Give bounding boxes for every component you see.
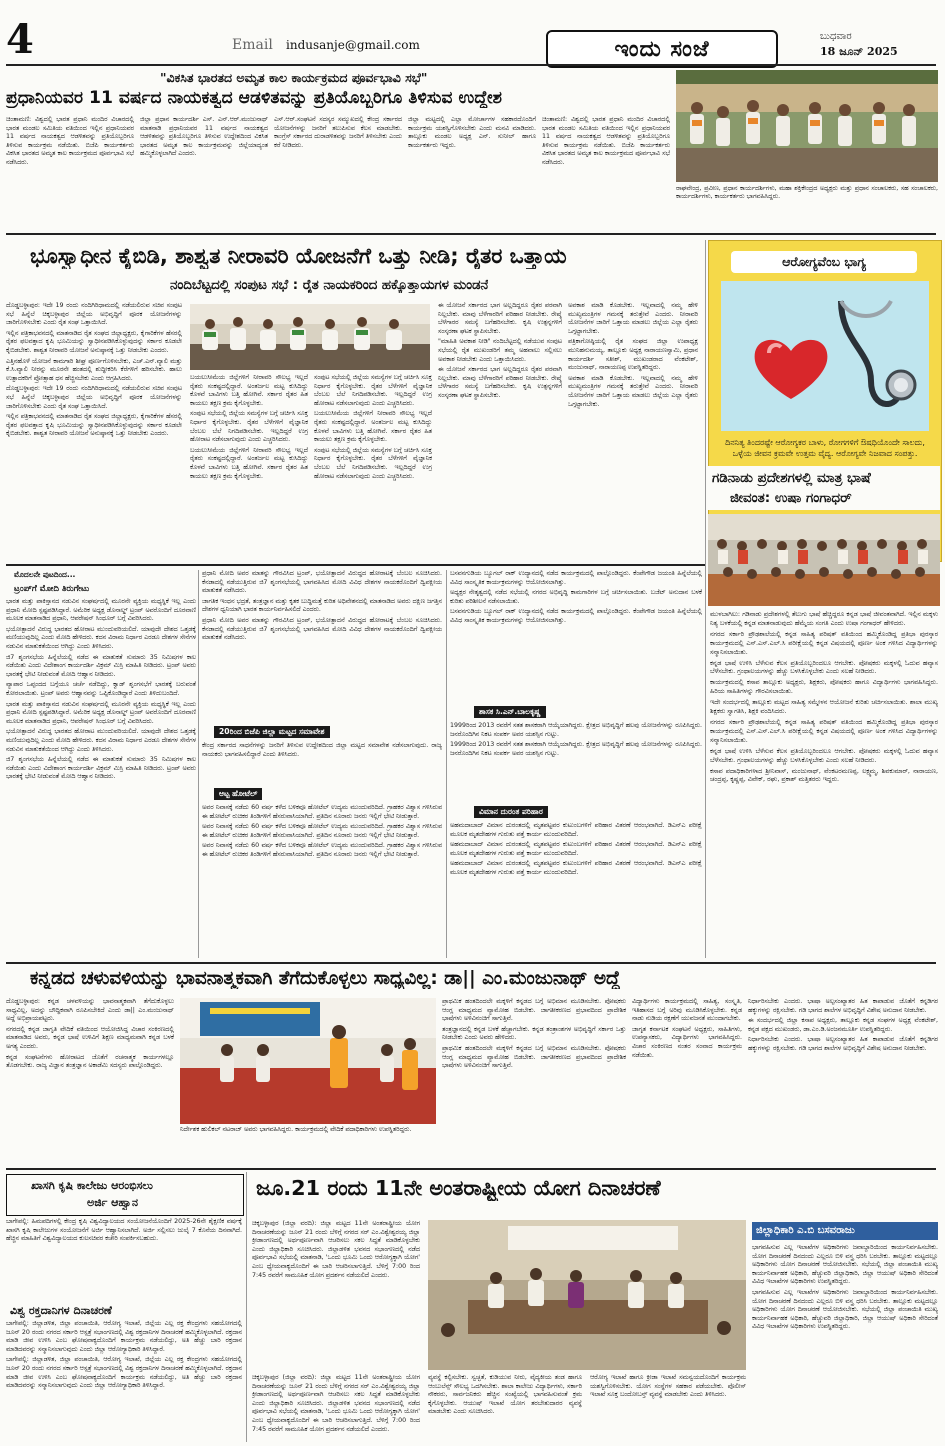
story4-para: ಜಾಗತಿಕ ಇಂಧನ ಭದ್ರತೆ, ತಂತ್ರಜ್ಞಾನ ಮತ್ತು ಕೃತಕ ಬುದ್ಧಿಮತ್ತೆ ಕುರಿತ ಅಧಿವೇಶನದಲ್ಲಿ ಮಾತನಾಡಿದ ಅವರು ದಕ್ಷಿಣ ಜಗತ್ತಿನ ದೇಶಗಳ ಧ್ವನಿಯಾಗಿ ಭಾರತ ಕಾರ್ಯನಿರ್ವಹಿಸಲಿದೆ ಎಂದರು. xyxy=(202,597,442,614)
story2-para: ಈ ಯೋಜನೆ ಸರ್ಕಾರದ ಭಾಗ ಅಲ್ಲದಿದ್ದರೂ ರೈತರ ಪರವಾಗಿ ನಿಲ್ಲಬೇಕು. ಮಾವು ಬೆಳೆಗಾರರಿಗೆ ಪರಿಹಾರ ನೀಡಬೇಕು. ರೇಷ್ಮೆ ಬೆಳೆಗಾರರ ಸಮಸ್ಯೆ ಬಗೆಹರಿಸಬೇಕು. ಕೃಷಿ ಉತ್ಪನ್ನಗಳಿಗೆ ಸಂಸ್ಕರಣಾ ಘಟಕ ಸ್ಥಾಪಿಸಬೇಕು. xyxy=(438,366,562,399)
story3-para: ಕಾರ್ಯಕ್ರಮದಲ್ಲಿ ಕಸಾಪ ತಾಲ್ಲೂಕು ಅಧ್ಯಕ್ಷರು, ಶಿಕ್ಷಕರು, ಪೋಷಕರು ಹಾಗೂ ವಿದ್ಯಾರ್ಥಿಗಳು ಭಾಗವಹಿಸಿದ್ದರು. ಹಿರಿಯ ಸಾಹಿತಿಗಳನ್ನು ಗೌರವಿಸಲಾಯಿತು. xyxy=(710,678,938,696)
story4-para: ಪ್ರಧಾನಿ ಮೋದಿ ಅವರ ಮಾತನ್ನು ಗೌರವಿಸಿದ ಟ್ರಂಪ್, ಭಯೋತ್ಪಾದನೆ ವಿರುದ್ಧದ ಹೋರಾಟಕ್ಕೆ ಬೆಂಬಲ ಸೂಚಿಸಿದರು. ಕೆನಡಾದಲ್ಲಿ ನಡೆಯುತ್ತಿರುವ ಜಿ7 ಶೃಂಗಸಭೆಯಲ್ಲಿ ಭಾಗವಹಿಸಿದ ಮೋದಿ ವಿವಿಧ ದೇಶಗಳ ನಾಯಕರೊಂದಿಗೆ ದ್ವಿಪಕ್ಷೀಯ ಮಾತುಕತೆ ನಡೆಸಿದರು. xyxy=(202,570,442,595)
story7-headline: ವಿಶ್ವ ರಕ್ತದಾನಿಗಳ ದಿನಾಚರಣೆ xyxy=(10,1304,112,1317)
story5-para: ಪ್ರಾಥಮಿಕ ಹಂತದಿಂದಲೇ ಮಕ್ಕಳಿಗೆ ಕನ್ನಡದ ಬಗ್ಗೆ ಅಭಿಮಾನ ಮೂಡಿಸಬೇಕು. ಪೋಷಕರು ಆಂಗ್ಲ ಮಾಧ್ಯಮದ ವ್ಯಾಮೋಹ ಬಿಡಬೇಕು. ಜಾಗತೀಕರಣದ ಪ್ರಭಾವದಿಂದ ಪ್ರಾದೇಶಿಕ ಭಾಷೆಗಳು ಅಳಿವಿನಂಚಿಗೆ ಸಾಗುತ್ತಿವೆ. xyxy=(442,1044,626,1070)
story1-para: ಎಸ್.ಆರ್.ಸಂಘಟನೆ ಸದಸ್ಯರ ಸಮ್ಮುಖದಲ್ಲಿ ಕೇಂದ್ರ ಸರ್ಕಾರದ ಯೋಜನೆಗಳನ್ನು ಜನರಿಗೆ ತಲುಪಿಸುವ ಕೆಲಸ ಮಾಡಬೇಕು. ಕಾಂಗ್ರೆಸ್ ಸರ್ಕಾರದ ದುರಾಡಳಿತವನ್ನು ಜನರಿಗೆ ತಿಳಿಸಬೇಕು ಎಂದು ಕರೆ ನೀಡಿದರು. xyxy=(274,116,402,149)
story2-col2 xyxy=(190,374,308,560)
story4-rally-body: ಕೇಂದ್ರ ಸರ್ಕಾರದ ಸಾಧನೆಗಳನ್ನು ಜನರಿಗೆ ತಿಳಿಸುವ ಉದ್ದೇಶದಿಂದ ಜಿಲ್ಲಾ ಮಟ್ಟದ ಸಮಾವೇಶ ನಡೆಸಲಾಗುವುದು. ರಾಜ್ಯ ನಾಯಕರು ಭಾಗವಹಿಸಲಿದ್ದಾರೆ ಎಂದು ತಿಳಿಸಿದರು. xyxy=(202,742,442,758)
email-label: Email xyxy=(232,37,273,53)
story3-para: ನಗರದ ಸರ್ಕಾರಿ ಪ್ರೌಢಶಾಲೆಯಲ್ಲಿ ಕನ್ನಡ ಸಾಹಿತ್ಯ ಪರಿಷತ್ ವತಿಯಿಂದ ಹಮ್ಮಿಕೊಂಡಿದ್ದ ಪ್ರತಿಭಾ ಪುರಸ್ಕಾರ ಕಾರ್ಯಕ್ರಮದಲ್ಲಿ ಎಸ್.ಎಸ್.ಎಲ್.ಸಿ ಪರೀಕ್ಷೆಯಲ್ಲಿ ಕನ್ನಡ ವಿಷಯದಲ್ಲಿ ಪೂರ್ಣ ಅಂಕ ಗಳಿಸಿದ ವಿದ್ಯಾರ್ಥಿಗಳನ್ನು ಸನ್ಮಾನಿಸಲಾಯಿತು. xyxy=(710,717,938,744)
story8-para: ಆರೋಗ್ಯ ಇಲಾಖೆ ಹಾಗೂ ಕ್ರೀಡಾ ಇಲಾಖೆ ಸಮನ್ವಯದೊಂದಿಗೆ ಕಾರ್ಯಕ್ರಮ ಯಶಸ್ವಿಗೊಳಿಸಬೇಕು. ಯೋಗ ಸಂಸ್ಥೆಗಳ ಸಹಕಾರ ಪಡೆಯಬೇಕು. ಪೊಲೀಸ್ ಇಲಾಖೆ ಸೂಕ್ತ ಬಂದೋಬಸ್ತ್ ವ್ಯವಸ್ಥೆ ಮಾಡಬೇಕು ಎಂದು ತಿಳಿಸಿದರು. xyxy=(590,1374,746,1399)
masthead-logo xyxy=(546,30,778,68)
story5-para: ಪ್ರಾಥಮಿಕ ಹಂತದಿಂದಲೇ ಮಕ್ಕಳಿಗೆ ಕನ್ನಡದ ಬಗ್ಗೆ ಅಭಿಮಾನ ಮೂಡಿಸಬೇಕು. ಪೋಷಕರು ಆಂಗ್ಲ ಮಾಧ್ಯಮದ ವ್ಯಾಮೋಹ ಬಿಡಬೇಕು. ಜಾಗತೀಕರಣದ ಪ್ರಭಾವದಿಂದ ಪ್ರಾದೇಶಿಕ ಭಾಷೆಗಳು ಅಳಿವಿನಂಚಿಗೆ ಸಾಗುತ್ತಿವೆ. xyxy=(442,998,626,1023)
story6-headline-line1: ಖಾಸಗಿ ಕೃಷಿ ಕಾಲೇಜು ಆರಂಭಿಸಲು xyxy=(31,1179,153,1192)
story1-para: ಜಿಲ್ಲಾ ಮಟ್ಟದಲ್ಲಿ ಎಲ್ಲಾ ಮೋರ್ಚಾಗಳ ಸಹಕಾರದೊಂದಿಗೆ ಕಾರ್ಯಕ್ರಮ ಯಶಸ್ವಿಗೊಳಿಸಬೇಕು ಎಂದು ಮನವಿ ಮಾಡಿದರು. ತಾಲ್ಲೂಕು ಮಂಡಲ ಅಧ್ಯಕ್ಷ ಎನ್. ಸುನೀಲ್ ಹಾಗೂ ಕಾರ್ಯಕರ್ತರು ಇದ್ದರು. xyxy=(408,116,536,149)
story5-photo xyxy=(180,998,436,1124)
story1-para: ಚಿಂತಾಮಣಿ: ವಿಶ್ವದಲ್ಲಿ ಭಾರತ ಪ್ರಧಾನಿ ಮಂದಿರ ವಿಚಾರದಲ್ಲಿ ಭಾರತ ಮಂಡಲ ಸಮಿತಿಯ ವತಿಯಿಂದ ಇಲ್ಲಿನ ಪ್ರಧಾನಿಯವರ 11 ವರ್ಷದ ನಾಯಕತ್ವದ ಆಡಳಿತವನ್ನು ಪ್ರತಿಯೊಬ್ಬರಿಗೂ ತಿಳಿಸುವ ಕಾರ್ಯಕ್ರಮ ನಡೆಯಿತು. ಬಿಜೆಪಿ ಕಾರ್ಯಕರ್ತರು ವಿಕಸಿತ ಭಾರತದ ಅಮೃತ ಕಾಲ ಕಾರ್ಯಕ್ರಮದ ಪೂರ್ವಭಾವಿ ಸಭೆ ನಡೆಸಿದರು. xyxy=(6,116,134,166)
story8-para: ಭಾಗವಹಿಸುವ ಎಲ್ಲ ಇಲಾಖೆಗಳ ಅಧಿಕಾರಿಗಳು ಜವಾಬ್ದಾರಿಯಿಂದ ಕಾರ್ಯನಿರ್ವಹಿಸಬೇಕು. ಯೋಗ ದಿನಾಚರಣೆ ದಿನದಂದು ಎಲ್ಲರೂ ಬಿಳಿ ವಸ್ತ್ರ ಧರಿಸಿ ಬರಬೇಕು. ತಾಲ್ಲೂಕು ಮಟ್ಟದಲ್ಲೂ ಅಧಿಕಾರಿಗಳು ಯೋಗ ದಿನಾಚರಣೆ ಆಯೋಜಿಸಬೇಕು. ಸಭೆಯಲ್ಲಿ ಜಿಲ್ಲಾ ಪಂಚಾಯಿತಿ ಮುಖ್ಯ ಕಾರ್ಯನಿರ್ವಾಹಕ ಅಧಿಕಾರಿ, ಹೆಚ್ಚುವರಿ ಜಿಲ್ಲಾಧಿಕಾರಿ, ಜಿಲ್ಲಾ ಆಯುಷ್ ಅಧಿಕಾರಿ ಸೇರಿದಂತೆ ವಿವಿಧ ಇಲಾಖೆಗಳ ಅಧಿಕಾರಿಗಳು ಉಪಸ್ಥಿತರಿದ್ದರು. xyxy=(752,1244,938,1286)
story8-para: ಚಿಕ್ಕಬಳ್ಳಾಪುರ (ಜಿಲ್ಲಾ ವರದಿ): ಜಿಲ್ಲಾ ಮಟ್ಟದ 11ನೇ ಅಂತರಾಷ್ಟ್ರೀಯ ಯೋಗ ದಿನಾಚರಣೆಯನ್ನು ಜೂನ್ 21 ರಂದು ಬೆಳಿಗ್ಗೆ ನಗರದ ಸರ್ ಎಂ.ವಿಶ್ವೇಶ್ವರಯ್ಯ ಜಿಲ್ಲಾ ಕ್ರೀಡಾಂಗಣದಲ್ಲಿ ಅರ್ಥಪೂರ್ಣವಾಗಿ ಆಚರಿಸಲು ಸಕಲ ಸಿದ್ಧತೆ ಮಾಡಿಕೊಳ್ಳಬೇಕು ಎಂದು ಜಿಲ್ಲಾಧಿಕಾರಿ ಸೂಚಿಸಿದರು. ಜಿಲ್ಲಾಡಳಿತ ಭವನದ ಸಭಾಂಗಣದಲ್ಲಿ ನಡೆದ ಪೂರ್ವಭಾವಿ ಸಭೆಯಲ್ಲಿ ಮಾತನಾಡಿ, 'ಒಂದು ಭೂಮಿ ಒಂದು ಆರೋಗ್ಯಕ್ಕಾಗಿ ಯೋಗ' ಎಂಬ ಧ್ಯೇಯವಾಕ್ಯದೊಂದಿಗೆ ಈ ಬಾರಿ ಆಚರಿಸಲಾಗುತ್ತಿದೆ. ಬೆಳಿಗ್ಗೆ 7:00 ರಿಂದ 7:45 ರವರೆಗೆ ಸಾಮೂಹಿಕ ಯೋಗ ಪ್ರದರ್ಶನ ನಡೆಯಲಿದೆ ಎಂದರು. xyxy=(252,1220,420,1279)
story5-para: ನಿರ್ಧಾರಿಸಬೇಕು ಎಂದರು. ಭಾಷಾ ಅಲ್ಪಸಂಖ್ಯಾತರ ಹಿತ ಕಾಪಾಡುವ ಜೊತೆಗೆ ಕನ್ನಡಿಗರ ಹಕ್ಕುಗಳನ್ನು ರಕ್ಷಿಸಬೇಕು. ಗಡಿ ಭಾಗದ ಶಾಲೆಗಳ ಅಭಿವೃದ್ಧಿಗೆ ವಿಶೇಷ ಅನುದಾನ ನೀಡಬೇಕು. xyxy=(748,1036,938,1052)
story4-para: ಅವರ ನಿವಾಸಕ್ಕೆ ನಡೆದು 60 ವರ್ಷ ಕಳೆದ ಬಳಿಕವೂ ಹೋಟೆಲ್ ಉದ್ಯಮ ಮುಂದುವರಿದಿದೆ. ಗ್ರಾಹಕರ ವಿಶ್ವಾಸ ಗಳಿಸಿರುವ ಈ ಹೋಟೆಲ್ ರುಚಿಕರ ತಿಂಡಿಗಳಿಗೆ ಹೆಸರುವಾಸಿಯಾಗಿದೆ. ಪ್ರತಿದಿನ ನೂರಾರು ಜನರು ಇಲ್ಲಿಗೆ ಭೇಟಿ ನೀಡುತ್ತಾರೆ. xyxy=(202,842,442,858)
story2-headline: ಭೂಸ್ವಾಧೀನ ಕೈಬಿಡಿ, ಶಾಶ್ವತ ನೀರಾವರಿ ಯೋಜನೆಗೆ ಒತ್ತು ನೀಡಿ; ರೈತರ ಒತ್ತಾಯ xyxy=(30,244,567,268)
masthead-rule xyxy=(6,64,936,66)
story2-subhead: ನಂದಿಬೆಟ್ಟದಲ್ಲಿ ಸಂಪುಟ ಸಭೆ : ರೈತ ನಾಯಕರಿಂದ ಹಕ್ಕೊತ್ತಾಯಗಳ ಮಂಡನೆ xyxy=(170,278,489,293)
divider xyxy=(6,564,706,566)
story4-label-crash: ವಿಮಾನ ದುರಂತ ಪರಿಹಾರ xyxy=(474,806,548,818)
story1-para: ಜಿಲ್ಲಾ ಪ್ರಧಾನ ಕಾರ್ಯದರ್ಶಿ ಎಸ್. ಎನ್.ಆರ್.ಮಂಜುನಾಥ್ ಮಾತನಾಡಿ ಪ್ರಧಾನಿಯವರ 11 ವರ್ಷದ ನಾಯಕತ್ವದ ಆಡಳಿತವನ್ನು ಪ್ರತಿಯೊಬ್ಬರಿಗೂ ತಿಳಿಸುವ ಉದ್ದೇಶದಿಂದ ವಿಕಸಿತ ಭಾರತದ ಅಮೃತ ಕಾಲ ಕಾರ್ಯಕ್ರಮವನ್ನು ಜಿಲ್ಲೆಯಾದ್ಯಂತ ಹಮ್ಮಿಕೊಳ್ಳಲಾಗಿದೆ ಎಂದರು. xyxy=(140,116,268,158)
story4-subhead: ಟ್ರಂಪ್‌ಗೆ ಮೋದಿ ತಿರುಗೇಟು xyxy=(14,584,90,594)
story4-continued-label: ಮೊದಲನೇ ಪುಟದಿಂದ... xyxy=(14,570,76,579)
story3-headline-line1: ಗಡಿನಾಡು ಪ್ರದೇಶಗಳಲ್ಲಿ ಮಾತ್ರ ಭಾಷೆ xyxy=(712,470,871,486)
story5-para: ವಿದ್ಯಾರ್ಥಿಗಳು ಕಾರ್ಯಕ್ರಮದಲ್ಲಿ ಸಾಹಿತ್ಯ, ಸಂಸ್ಕೃತಿ, ಇತಿಹಾಸದ ಬಗ್ಗೆ ಅರಿವು ಮೂಡಿಸಿಕೊಳ್ಳಬೇಕು. ಕನ್ನಡ ನಾಡು ನುಡಿಯ ರಕ್ಷಣೆಗೆ ಯುವಜನತೆ ಮುಂದಾಗಬೇಕು. xyxy=(632,998,742,1023)
story2-para: ಬಯಲುಸೀಮೆಯ ಜಿಲ್ಲೆಗಳಿಗೆ ನೀರಾವರಿ ಸೌಲಭ್ಯ ಇಲ್ಲದೆ ರೈತರು ಸಂಕಷ್ಟದಲ್ಲಿದ್ದಾರೆ. ಅಂತರ್ಜಲ ಮಟ್ಟ ಕುಸಿದಿದ್ದು ಕೊಳವೆ ಬಾವಿಗಳು ಬತ್ತಿ ಹೋಗಿವೆ. ಸರ್ಕಾರ ರೈತರ ಹಿತ ಕಾಯಲು ತಕ್ಷಣ ಕ್ರಮ ಕೈಗೊಳ್ಳಬೇಕು. xyxy=(190,446,308,480)
column-rule xyxy=(446,570,447,958)
story5-para: ಈ ಸಂದರ್ಭದಲ್ಲಿ ಜಿಲ್ಲಾ ಕಸಾಪ ಅಧ್ಯಕ್ಷರು, ತಾಲ್ಲೂಕು ಕನ್ನಡ ಸಂಘಗಳ ಅಧ್ಯಕ್ಷ ವೆಂಕಟೇಶ್, ಕನ್ನಡ ಪಕ್ಷದ ಮುಖಂಡರು, ಡಾ.ಎಂ.ಡಿ.ಅಂಜನಮೂರ್ತಿ ಉಪಸ್ಥಿತರಿದ್ದರು. xyxy=(748,1017,938,1033)
story2-col5 xyxy=(568,302,698,560)
story5-col1 xyxy=(6,998,174,1164)
story4-para: ಜಿ7 ಶೃಂಗಸಭೆಯ ಹಿನ್ನೆಲೆಯಲ್ಲಿ ನಡೆದ ಈ ಮಾತುಕತೆ ಸುಮಾರು 35 ನಿಮಿಷಗಳ ಕಾಲ ನಡೆಯಿತು ಎಂದು ವಿದೇಶಾಂಗ ಕಾರ್ಯದರ್ಶಿ ವಿಕ್ರಮ್ ಮಿಸ್ರಿ ಮಾಹಿತಿ ನೀಡಿದರು. ಟ್ರಂಪ್ ಅವರು ಭಾರತಕ್ಕೆ ಭೇಟಿ ನೀಡುವಂತೆ ಮೋದಿ ಆಹ್ವಾನ ನೀಡಿದರು. xyxy=(6,756,196,781)
story2-para: ಸಂಪುಟ ಸಭೆಯಲ್ಲಿ ಜಿಲ್ಲೆಯ ಸಮಸ್ಯೆಗಳ ಬಗ್ಗೆ ಚರ್ಚಿಸಿ ಸೂಕ್ತ ನಿರ್ಧಾರ ಕೈಗೊಳ್ಳಬೇಕು. ರೈತರ ಬೆಳೆಗಳಿಗೆ ವೈಜ್ಞಾನಿಕ ಬೆಂಬಲ ಬೆಲೆ ನಿಗದಿಪಡಿಸಬೇಕು. ಇಲ್ಲದಿದ್ದರೆ ಉಗ್ರ ಹೋರಾಟ ನಡೆಸಲಾಗುವುದು ಎಂದು ಎಚ್ಚರಿಸಿದರು. xyxy=(190,410,308,444)
story4-col2 xyxy=(202,570,442,720)
story4-col1 xyxy=(6,598,196,958)
story4-para: ಬಸವನಗುಡಿಯ ಬ್ಯೂಗಲ್ ರಾಕ್ ಉದ್ಯಾನದಲ್ಲಿ ನಡೆದ ಕಾರ್ಯಕ್ರಮದಲ್ಲಿ ಪಾಲ್ಗೊಂಡಿದ್ದರು. ಕೆಂಪೇಗೌಡ ಜಯಂತಿ ಹಿನ್ನೆಲೆಯಲ್ಲಿ ವಿವಿಧ ಸಾಂಸ್ಕೃತಿಕ ಕಾರ್ಯಕ್ರಮಗಳನ್ನು ಆಯೋಜಿಸಲಾಗಿತ್ತು. xyxy=(450,608,702,624)
story1-kicker: "ವಿಕಸಿತ ಭಾರತದ ಅಮೃತ ಕಾಲ ಕಾರ್ಯಕ್ರಮದ ಪೂರ್ವಭಾವಿ ಸಭೆ" xyxy=(160,70,428,85)
story2-para: ಸಂಪುಟ ಸಭೆಯಲ್ಲಿ ಜಿಲ್ಲೆಯ ಸಮಸ್ಯೆಗಳ ಬಗ್ಗೆ ಚರ್ಚಿಸಿ ಸೂಕ್ತ ನಿರ್ಧಾರ ಕೈಗೊಳ್ಳಬೇಕು. ರೈತರ ಬೆಳೆಗಳಿಗೆ ವೈಜ್ಞಾನಿಕ ಬೆಂಬಲ ಬೆಲೆ ನಿಗದಿಪಡಿಸಬೇಕು. ಇಲ್ಲದಿದ್ದರೆ ಉಗ್ರ ಹೋರಾಟ ನಡೆಸಲಾಗುವುದು ಎಂದು ಎಚ್ಚರಿಸಿದರು. xyxy=(314,446,432,480)
story3-para: ನಗರದ ಸರ್ಕಾರಿ ಪ್ರೌಢಶಾಲೆಯಲ್ಲಿ ಕನ್ನಡ ಸಾಹಿತ್ಯ ಪರಿಷತ್ ವತಿಯಿಂದ ಹಮ್ಮಿಕೊಂಡಿದ್ದ ಪ್ರತಿಭಾ ಪುರಸ್ಕಾರ ಕಾರ್ಯಕ್ರಮದಲ್ಲಿ ಎಸ್.ಎಸ್.ಎಲ್.ಸಿ ಪರೀಕ್ಷೆಯಲ್ಲಿ ಕನ್ನಡ ವಿಷಯದಲ್ಲಿ ಪೂರ್ಣ ಅಂಕ ಗಳಿಸಿದ ವಿದ್ಯಾರ್ಥಿಗಳನ್ನು ಸನ್ಮಾನಿಸಲಾಯಿತು. xyxy=(710,629,938,656)
story8-col-right xyxy=(752,1244,938,1440)
story4-para: ಭಯೋತ್ಪಾದನೆ ವಿರುದ್ಧ ಭಾರತದ ಹೋರಾಟ ಮುಂದುವರಿಯಲಿದೆ. ಯಾವುದೇ ದೇಶದ ಒತ್ತಡಕ್ಕೆ ಮಣಿಯುವುದಿಲ್ಲ ಎಂದು ಮೋದಿ ಹೇಳಿದರು. ಕದನ ವಿರಾಮ ನಿರ್ಧಾರ ಎರಡೂ ದೇಶಗಳ ಸೇನೆಗಳ ನಡುವಿನ ಮಾತುಕತೆಯಿಂದ ಆಗಿದ್ದು ಎಂದು ತಿಳಿಸಿದರು. xyxy=(6,625,196,650)
story2-para: ಇಲ್ಲಿನ ಪತ್ರಿಕಾಭವನದಲ್ಲಿ ಮಾತನಾಡಿದ ರೈತ ಸಂಘದ ಜಿಲ್ಲಾಧ್ಯಕ್ಷರು, ಕೈಗಾರಿಕೆಗಳ ಹೆಸರಲ್ಲಿ ರೈತರ ಫಲವತ್ತಾದ ಕೃಷಿ ಭೂಮಿಯನ್ನು ಸ್ವಾಧೀನಪಡಿಸಿಕೊಳ್ಳುವುದನ್ನು ಸರ್ಕಾರ ಕೂಡಲೇ ಕೈಬಿಡಬೇಕು. ಶಾಶ್ವತ ನೀರಾವರಿ ಯೋಜನೆ ಅನುಷ್ಠಾನಕ್ಕೆ ಒತ್ತು ನೀಡಬೇಕು ಎಂದರು. xyxy=(6,329,182,354)
story5-para: ಜಾಗೃತ ಕರ್ನಾಟಕ ಸಂಘಟನೆ ಅಧ್ಯಕ್ಷರು, ಸಾಹಿತಿಗಳು, ಉಪನ್ಯಾಸಕರು, ವಿದ್ಯಾರ್ಥಿಗಳು ಭಾಗವಹಿಸಿದ್ದರು. ವಿಚಾರ ಸಂಕಿರಣದ ನಂತರ ಸಂವಾದ ಕಾರ್ಯಕ್ರಮ ನಡೆಯಿತು. xyxy=(632,1025,742,1059)
story2-para: ಬಯಲುಸೀಮೆಯ ಜಿಲ್ಲೆಗಳಿಗೆ ನೀರಾವರಿ ಸೌಲಭ್ಯ ಇಲ್ಲದೆ ರೈತರು ಸಂಕಷ್ಟದಲ್ಲಿದ್ದಾರೆ. ಅಂತರ್ಜಲ ಮಟ್ಟ ಕುಸಿದಿದ್ದು ಕೊಳವೆ ಬಾವಿಗಳು ಬತ್ತಿ ಹೋಗಿವೆ. ಸರ್ಕಾರ ರೈತರ ಹಿತ ಕಾಯಲು ತಕ್ಷಣ ಕ್ರಮ ಕೈಗೊಳ್ಳಬೇಕು. xyxy=(314,410,432,444)
stethoscope-heart-icon xyxy=(721,281,929,431)
story8-photo xyxy=(428,1220,746,1370)
story5-headline: ಕನ್ನಡದ ಚಳುವಳಿಯನ್ನು ಭಾವನಾತ್ಮಕವಾಗಿ ತೆಗೆದುಕೊಳ್ಳಲು ಸಾಧ್ಯವಿಲ್ಲ: ಡಾ|| ಎಂ.ಮಂಜುನಾಥ್ ಅದ್ದೆ xyxy=(30,968,621,989)
divider xyxy=(6,962,936,964)
story5-para: ನಿರ್ಧಾರಿಸಬೇಕು ಎಂದರು. ಭಾಷಾ ಅಲ್ಪಸಂಖ್ಯಾತರ ಹಿತ ಕಾಪಾಡುವ ಜೊತೆಗೆ ಕನ್ನಡಿಗರ ಹಕ್ಕುಗಳನ್ನು ರಕ್ಷಿಸಬೇಕು. ಗಡಿ ಭಾಗದ ಶಾಲೆಗಳ ಅಭಿವೃದ್ಧಿಗೆ ವಿಶೇಷ ಅನುದಾನ ನೀಡಬೇಕು. xyxy=(748,998,938,1014)
story3-para: ಇದೇ ಸಂದರ್ಭದಲ್ಲಿ ತಾಲ್ಲೂಕು ಮಟ್ಟದ ಸಾಹಿತ್ಯ ಸಮ್ಮೇಳನ ಆಯೋಜನೆ ಕುರಿತು ಚರ್ಚಿಸಲಾಯಿತು. ಶಾಲಾ ಮುಖ್ಯ ಶಿಕ್ಷಕರು ಸ್ವಾಗತಿಸಿ, ಶಿಕ್ಷಕಿ ವಂದಿಸಿದರು. xyxy=(710,698,938,716)
story4-para: ಅಹಮದಾಬಾದ್ ವಿಮಾನ ದುರಂತದಲ್ಲಿ ಮೃತಪಟ್ಟವರ ಕುಟುಂಬಗಳಿಗೆ ಪರಿಹಾರ ವಿತರಣೆ ಆರಂಭವಾಗಿದೆ. ಡಿಎನ್‌ಎ ಪರೀಕ್ಷೆ ಮೂಲಕ ಮೃತದೇಹಗಳ ಗುರುತು ಪತ್ತೆ ಕಾರ್ಯ ಮುಂದುವರಿದಿದೆ. xyxy=(450,822,702,838)
story4-para: ಅವರ ನಿವಾಸಕ್ಕೆ ನಡೆದು 60 ವರ್ಷ ಕಳೆದ ಬಳಿಕವೂ ಹೋಟೆಲ್ ಉದ್ಯಮ ಮುಂದುವರಿದಿದೆ. ಗ್ರಾಹಕರ ವಿಶ್ವಾಸ ಗಳಿಸಿರುವ ಈ ಹೋಟೆಲ್ ರುಚಿಕರ ತಿಂಡಿಗಳಿಗೆ ಹೆಸರುವಾಸಿಯಾಗಿದೆ. ಪ್ರತಿದಿನ ನೂರಾರು ಜನರು ಇಲ್ಲಿಗೆ ಭೇಟಿ ನೀಡುತ್ತಾರೆ. xyxy=(202,804,442,820)
story5-col4 xyxy=(748,998,938,1164)
story6-body: ಬಾಗೇಪಲ್ಲಿ: ಹಿಮಪದಿಗಳಲ್ಲಿ ಕೇಂದ್ರ ಕೃಷಿ ವಿಶ್ವವಿದ್ಯಾಲಯದ ಸಂಯೋಜನೆಯೊಂದಿಗೆ 2025-26ನೇ ಶೈಕ್ಷಣಿಕ ವರ್ಷಕ್ಕೆ ಖಾಸಗಿ ಕೃಷಿ ಕಾಲೇಜುಗಳ ಸಂಯೋಜನೆಗೆ ಅರ್ಜಿ ಆಹ್ವಾನಿಸಲಾಗಿದೆ. ಅರ್ಜಿ ಸಲ್ಲಿಸಲು ಜುಲೈ 7 ಕೊನೆಯ ದಿನವಾಗಿದೆ. ಹೆಚ್ಚಿನ ಮಾಹಿತಿಗೆ ವಿಶ್ವವಿದ್ಯಾಲಯದ ಕುಲಸಚಿವರ ಕಚೇರಿ ಸಂಪರ್ಕಿಸಬಹುದು. xyxy=(6,1218,242,1243)
column-rule xyxy=(198,570,199,958)
story4-para: ಭಾರತ ಮತ್ತು ಪಾಕಿಸ್ತಾನದ ನಡುವಿನ ಸಂಘರ್ಷದಲ್ಲಿ ಮೂರನೇ ವ್ಯಕ್ತಿಯ ಮಧ್ಯಸ್ಥಿಕೆ ಇಲ್ಲ ಎಂದು ಪ್ರಧಾನಿ ಮೋದಿ ಸ್ಪಷ್ಟಪಡಿಸಿದ್ದಾರೆ. ಅಮೆರಿಕ ಅಧ್ಯಕ್ಷ ಡೊನಾಲ್ಡ್ ಟ್ರಂಪ್ ಅವರೊಂದಿಗೆ ದೂರವಾಣಿ ಮೂಲಕ ಮಾತನಾಡಿದ ಪ್ರಧಾನಿ, ಆಪರೇಷನ್ ಸಿಂಧೂರ್ ಬಗ್ಗೆ ವಿವರಿಸಿದರು. xyxy=(6,700,196,725)
story3-body xyxy=(710,610,938,956)
story5-para: ನಗರದಲ್ಲಿ ಕನ್ನಡ ಜಾಗೃತಿ ವೇದಿಕೆ ವತಿಯಿಂದ ಆಯೋಜಿಸಿದ್ದ ವಿಚಾರ ಸಂಕಿರಣದಲ್ಲಿ ಮಾತನಾಡಿದ ಅವರು, ಕನ್ನಡ ಭಾಷೆ ಉಳಿವಿಗೆ ಶಿಕ್ಷಣ ಮಾಧ್ಯಮವಾಗಿ ಕನ್ನಡ ಬಳಕೆ ಅಗತ್ಯ ಎಂದರು. xyxy=(6,1025,174,1050)
story2-para: ಈ ಯೋಜನೆ ಸರ್ಕಾರದ ಭಾಗ ಅಲ್ಲದಿದ್ದರೂ ರೈತರ ಪರವಾಗಿ ನಿಲ್ಲಬೇಕು. ಮಾವು ಬೆಳೆಗಾರರಿಗೆ ಪರಿಹಾರ ನೀಡಬೇಕು. ರೇಷ್ಮೆ ಬೆಳೆಗಾರರ ಸಮಸ್ಯೆ ಬಗೆಹರಿಸಬೇಕು. ಕೃಷಿ ಉತ್ಪನ್ನಗಳಿಗೆ ಸಂಸ್ಕರಣಾ ಘಟಕ ಸ್ಥಾಪಿಸಬೇಕು. xyxy=(438,302,562,335)
story4-para: ವ್ಯಾಪಾರ ಒಪ್ಪಂದದ ಬಗ್ಗೆಯೂ ಚರ್ಚೆ ನಡೆದಿದ್ದು, ಕ್ವಾಡ್ ಶೃಂಗಸಭೆಗೆ ಭಾರತಕ್ಕೆ ಬರುವಂತೆ ಕೋರಲಾಯಿತು. ಟ್ರಂಪ್ ಅವರು ಆಹ್ವಾನವನ್ನು ಒಪ್ಪಿಕೊಂಡಿದ್ದಾರೆ ಎಂದು ತಿಳಿದುಬಂದಿದೆ. xyxy=(6,681,196,697)
story2-col3 xyxy=(314,374,432,560)
story5-col2 xyxy=(442,998,626,1164)
story3-para: ಕನ್ನಡ ಭಾಷೆ ಉಳಿಸಿ ಬೆಳೆಸುವ ಕೆಲಸ ಪ್ರತಿಯೊಬ್ಬರಿಂದಲೂ ಆಗಬೇಕು. ಪೋಷಕರು ಮಕ್ಕಳಲ್ಲಿ ಓದುವ ಹವ್ಯಾಸ ಬೆಳೆಸಬೇಕು. ಗ್ರಂಥಾಲಯಗಳನ್ನು ಹೆಚ್ಚು ಬಳಸಿಕೊಳ್ಳಬೇಕು ಎಂದು ಸಲಹೆ ನೀಡಿದರು. xyxy=(710,746,938,764)
story1-col1 xyxy=(6,116,134,228)
column-rule xyxy=(705,240,706,958)
story4-para: ಜಿ7 ಶೃಂಗಸಭೆಯ ಹಿನ್ನೆಲೆಯಲ್ಲಿ ನಡೆದ ಈ ಮಾತುಕತೆ ಸುಮಾರು 35 ನಿಮಿಷಗಳ ಕಾಲ ನಡೆಯಿತು ಎಂದು ವಿದೇಶಾಂಗ ಕಾರ್ಯದರ್ಶಿ ವಿಕ್ರಮ್ ಮಿಸ್ರಿ ಮಾಹಿತಿ ನೀಡಿದರು. ಟ್ರಂಪ್ ಅವರು ಭಾರತಕ್ಕೆ ಭೇಟಿ ನೀಡುವಂತೆ ಮೋದಿ ಆಹ್ವಾನ ನೀಡಿದರು. xyxy=(6,653,196,678)
page-number: 4 xyxy=(6,16,34,63)
story5-para: ದೊಡ್ಡಬಳ್ಳಾಪುರ: ಕನ್ನಡ ಚಳವಳಿಯನ್ನು ಭಾವನಾತ್ಮಕವಾಗಿ ತೆಗೆದುಕೊಳ್ಳಲು ಸಾಧ್ಯವಿಲ್ಲ, ಅದನ್ನು ಬೌದ್ಧಿಕವಾಗಿ ರೂಪಿಸಬೇಕಿದೆ ಎಂದು ಡಾ|| ಎಂ.ಮಂಜುನಾಥ್ ಅದ್ದೆ ಅಭಿಪ್ರಾಯಪಟ್ಟರು. xyxy=(6,998,174,1023)
story2-photo xyxy=(190,304,430,370)
story2-para: ದೊಡ್ಡಬಳ್ಳಾಪುರ: ಇದೇ 19 ರಂದು ನಂದಿಗಿರಿಧಾಮದಲ್ಲಿ ನಡೆಯಲಿರುವ ಸಚಿವ ಸಂಪುಟ ಸಭೆ ಹಿನ್ನೆಲೆ ಚಿಕ್ಕಬಳ್ಳಾಪುರ ಜಿಲ್ಲೆಯ ಅಭಿವೃದ್ಧಿಗೆ ಪೂರಕ ಯೋಜನೆಗಳನ್ನು ಜಾರಿಗೊಳಿಸಬೇಕು ಎಂದು ರೈತ ಸಂಘ ಒತ್ತಾಯಿಸಿದೆ. xyxy=(6,302,182,327)
story2-para: ಬಯಲುಸೀಮೆಯ ಜಿಲ್ಲೆಗಳಿಗೆ ನೀರಾವರಿ ಸೌಲಭ್ಯ ಇಲ್ಲದೆ ರೈತರು ಸಂಕಷ್ಟದಲ್ಲಿದ್ದಾರೆ. ಅಂತರ್ಜಲ ಮಟ್ಟ ಕುಸಿದಿದ್ದು ಕೊಳವೆ ಬಾವಿಗಳು ಬತ್ತಿ ಹೋಗಿವೆ. ಸರ್ಕಾರ ರೈತರ ಹಿತ ಕಾಯಲು ತಕ್ಷಣ ಕ್ರಮ ಕೈಗೊಳ್ಳಬೇಕು. xyxy=(190,374,308,407)
story6-headline xyxy=(6,1174,244,1216)
story4-para: ಪ್ರಧಾನಿ ಮೋದಿ ಅವರ ಮಾತನ್ನು ಗೌರವಿಸಿದ ಟ್ರಂಪ್, ಭಯೋತ್ಪಾದನೆ ವಿರುದ್ಧದ ಹೋರಾಟಕ್ಕೆ ಬೆಂಬಲ ಸೂಚಿಸಿದರು. ಕೆನಡಾದಲ್ಲಿ ನಡೆಯುತ್ತಿರುವ ಜಿ7 ಶೃಂಗಸಭೆಯಲ್ಲಿ ಭಾಗವಹಿಸಿದ ಮೋದಿ ವಿವಿಧ ದೇಶಗಳ ನಾಯಕರೊಂದಿಗೆ ದ್ವಿಪಕ್ಷೀಯ ಮಾತುಕತೆ ನಡೆಸಿದರು. xyxy=(202,616,442,642)
weekday: ಬುಧವಾರ xyxy=(820,31,852,42)
story4-label-rally: 20ರಿಂದ ಬಿಜೆಪಿ ಜಿಲ್ಲಾ ಮಟ್ಟದ ಸಮಾವೇಶ xyxy=(214,726,330,738)
story2-para: ದೊಡ್ಡಬಳ್ಳಾಪುರ: ಇದೇ 19 ರಂದು ನಂದಿಗಿರಿಧಾಮದಲ್ಲಿ ನಡೆಯಲಿರುವ ಸಚಿವ ಸಂಪುಟ ಸಭೆ ಹಿನ್ನೆಲೆ ಚಿಕ್ಕಬಳ್ಳಾಪುರ ಜಿಲ್ಲೆಯ ಅಭಿವೃದ್ಧಿಗೆ ಪೂರಕ ಯೋಜನೆಗಳನ್ನು ಜಾರಿಗೊಳಿಸಬೇಕು ಎಂದು ರೈತ ಸಂಘ ಒತ್ತಾಯಿಸಿದೆ. xyxy=(6,385,182,410)
story8-bottom-col1 xyxy=(252,1374,420,1440)
story4-para: ಭಯೋತ್ಪಾದನೆ ವಿರುದ್ಧ ಭಾರತದ ಹೋರಾಟ ಮುಂದುವರಿಯಲಿದೆ. ಯಾವುದೇ ದೇಶದ ಒತ್ತಡಕ್ಕೆ ಮಣಿಯುವುದಿಲ್ಲ ಎಂದು ಮೋದಿ ಹೇಳಿದರು. ಕದನ ವಿರಾಮ ನಿರ್ಧಾರ ಎರಡೂ ದೇಶಗಳ ಸೇನೆಗಳ ನಡುವಿನ ಮಾತುಕತೆಯಿಂದ ಆಗಿದ್ದು ಎಂದು ತಿಳಿಸಿದರು. xyxy=(6,728,196,753)
story2-para: ಇಲ್ಲಿನ ಪತ್ರಿಕಾಭವನದಲ್ಲಿ ಮಾತನಾಡಿದ ರೈತ ಸಂಘದ ಜಿಲ್ಲಾಧ್ಯಕ್ಷರು, ಕೈಗಾರಿಕೆಗಳ ಹೆಸರಲ್ಲಿ ರೈತರ ಫಲವತ್ತಾದ ಕೃಷಿ ಭೂಮಿಯನ್ನು ಸ್ವಾಧೀನಪಡಿಸಿಕೊಳ್ಳುವುದನ್ನು ಸರ್ಕಾರ ಕೂಡಲೇ ಕೈಬಿಡಬೇಕು. ಶಾಶ್ವತ ನೀರಾವರಿ ಯೋಜನೆ ಅನುಷ್ಠಾನಕ್ಕೆ ಒತ್ತು ನೀಡಬೇಕು ಎಂದರು. xyxy=(6,413,182,438)
story1-col3 xyxy=(274,116,402,228)
story4-para: ಅಹಮದಾಬಾದ್ ವಿಮಾನ ದುರಂತದಲ್ಲಿ ಮೃತಪಟ್ಟವರ ಕುಟುಂಬಗಳಿಗೆ ಪರಿಹಾರ ವಿತರಣೆ ಆರಂಭವಾಗಿದೆ. ಡಿಎನ್‌ಎ ಪರೀಕ್ಷೆ ಮೂಲಕ ಮೃತದೇಹಗಳ ಗುರುತು ಪತ್ತೆ ಕಾರ್ಯ ಮುಂದುವರಿದಿದೆ. xyxy=(450,860,702,876)
story4-para: ಬಸವನಗುಡಿಯ ಬ್ಯೂಗಲ್ ರಾಕ್ ಉದ್ಯಾನದಲ್ಲಿ ನಡೆದ ಕಾರ್ಯಕ್ರಮದಲ್ಲಿ ಪಾಲ್ಗೊಂಡಿದ್ದರು. ಕೆಂಪೇಗೌಡ ಜಯಂತಿ ಹಿನ್ನೆಲೆಯಲ್ಲಿ ವಿವಿಧ ಸಾಂಸ್ಕೃತಿಕ ಕಾರ್ಯಕ್ರಮಗಳನ್ನು ಆಯೋಜಿಸಲಾಗಿತ್ತು. xyxy=(450,570,702,586)
story3-para: ಕನ್ನಡ ಭಾಷೆ ಉಳಿಸಿ ಬೆಳೆಸುವ ಕೆಲಸ ಪ್ರತಿಯೊಬ್ಬರಿಂದಲೂ ಆಗಬೇಕು. ಪೋಷಕರು ಮಕ್ಕಳಲ್ಲಿ ಓದುವ ಹವ್ಯಾಸ ಬೆಳೆಸಬೇಕು. ಗ್ರಂಥಾಲಯಗಳನ್ನು ಹೆಚ್ಚು ಬಳಸಿಕೊಳ್ಳಬೇಕು ಎಂದು ಸಲಹೆ ನೀಡಿದರು. xyxy=(710,658,938,676)
story5-col3 xyxy=(632,998,742,1164)
story2-para: ಸಂಪುಟ ಸಭೆಯಲ್ಲಿ ಜಿಲ್ಲೆಯ ಸಮಸ್ಯೆಗಳ ಬಗ್ಗೆ ಚರ್ಚಿಸಿ ಸೂಕ್ತ ನಿರ್ಧಾರ ಕೈಗೊಳ್ಳಬೇಕು. ರೈತರ ಬೆಳೆಗಳಿಗೆ ವೈಜ್ಞಾನಿಕ ಬೆಂಬಲ ಬೆಲೆ ನಿಗದಿಪಡಿಸಬೇಕು. ಇಲ್ಲದಿದ್ದರೆ ಉಗ್ರ ಹೋರಾಟ ನಡೆಸಲಾಗುವುದು ಎಂದು ಎಚ್ಚರಿಸಿದರು. xyxy=(314,374,432,407)
story1-photo xyxy=(676,70,938,182)
story4-para: ಅವರ ನಿವಾಸಕ್ಕೆ ನಡೆದು 60 ವರ್ಷ ಕಳೆದ ಬಳಿಕವೂ ಹೋಟೆಲ್ ಉದ್ಯಮ ಮುಂದುವರಿದಿದೆ. ಗ್ರಾಹಕರ ವಿಶ್ವಾಸ ಗಳಿಸಿರುವ ಈ ಹೋಟೆಲ್ ರುಚಿಕರ ತಿಂಡಿಗಳಿಗೆ ಹೆಸರುವಾಸಿಯಾಗಿದೆ. ಪ್ರತಿದಿನ ನೂರಾರು ಜನರು ಇಲ್ಲಿಗೆ ಭೇಟಿ ನೀಡುತ್ತಾರೆ. xyxy=(202,823,442,839)
story4-label-hotel: ಆಟ್ಟ ಹೋಟೆಲ್ xyxy=(214,788,262,800)
story3-para: ಮುಳಬಾಗಿಲು: ಗಡಿನಾಡು ಪ್ರದೇಶಗಳಲ್ಲಿ ತೆಲುಗು ಭಾಷೆ ಹೆಚ್ಚಿದ್ದರೂ ಕನ್ನಡ ಭಾಷೆ ಜೀವಂತವಾಗಿದೆ. ಇಲ್ಲಿನ ಮಕ್ಕಳು ನಿತ್ಯ ಬಳಕೆಯಲ್ಲಿ ಕನ್ನಡ ಮಾತನಾಡುವುದು ಹೆಮ್ಮೆಯ ಸಂಗತಿ ಎಂದು ಉಷಾ ಗಂಗಾಧರ್ ಹೇಳಿದರು. xyxy=(710,610,938,627)
story3-photo xyxy=(708,514,940,606)
story3-para: ಕಸಾಪ ಪದಾಧಿಕಾರಿಗಳಾದ ಶ್ರೀನಿವಾಸ್, ಮಂಜುನಾಥ್, ವೆಂಕಟರಮಣಪ್ಪ, ಲಕ್ಷ್ಮಮ್ಮ, ಶಿವಕುಮಾರ್, ನಾರಾಯಣ, ಚಂದ್ರಪ್ಪ, ಕೃಷ್ಣಪ್ಪ, ವಿವೇಕ್, ರಘು, ಪ್ರಕಾಶ್ ಮತ್ತಿತರರು ಇದ್ದರು. xyxy=(710,766,938,784)
story4-hotel-body xyxy=(202,804,442,958)
story1-col2 xyxy=(140,116,268,228)
story4-para: 1999ರಿಂದ 2013 ರವರೆಗೆ ಸತತ ಶಾಸಕರಾಗಿ ಆಯ್ಕೆಯಾಗಿದ್ದರು. ಕ್ಷೇತ್ರದ ಅಭಿವೃದ್ಧಿಗೆ ಹಲವು ಯೋಜನೆಗಳನ್ನು ರೂಪಿಸಿದ್ದರು. ಜನರೊಂದಿಗಿನ ನಿಕಟ ಸಂಪರ್ಕ ಅವರ ಯಶಸ್ಸಿನ ಗುಟ್ಟು. xyxy=(450,722,702,738)
story4-col3 xyxy=(450,570,702,704)
divider xyxy=(6,233,936,235)
story7-para: ಬಾಗೇಪಲ್ಲಿ: ಜಿಲ್ಲಾಡಳಿತ, ಜಿಲ್ಲಾ ಪಂಚಾಯಿತಿ, ಆರೋಗ್ಯ ಇಲಾಖೆ, ಜಿಲ್ಲೆಯ ಎಲ್ಲ ರಕ್ತ ಕೇಂದ್ರಗಳು ಸಹಯೋಗದಲ್ಲಿ ಜೂನ್ 20 ರಂದು ನಗರದ ಸರ್ಕಾರಿ ಆಸ್ಪತ್ರೆ ಸಭಾಂಗಣದಲ್ಲಿ ವಿಶ್ವ ರಕ್ತದಾನಿಗಳ ದಿನಾಚರಣೆ ಹಮ್ಮಿಕೊಳ್ಳಲಾಗಿದೆ. ರಕ್ತದಾನ ಮಾಡಿ ಜೀವ ಉಳಿಸಿ ಎಂಬ ಘೋಷವಾಕ್ಯದೊಂದಿಗೆ ಕಾರ್ಯಕ್ರಮ ನಡೆಯಲಿದ್ದು, ಅತಿ ಹೆಚ್ಚು ಬಾರಿ ರಕ್ತದಾನ ಮಾಡಿದವರನ್ನು ಸನ್ಮಾನಿಸಲಾಗುವುದು ಎಂದು ಜಿಲ್ಲಾ ಆರೋಗ್ಯಾಧಿಕಾರಿ ತಿಳಿಸಿದ್ದಾರೆ. xyxy=(6,1320,242,1353)
story1-headline: ಪ್ರಧಾನಿಯವರ 11 ವರ್ಷದ ನಾಯಕತ್ವದ ಆಡಳಿತವನ್ನು ಪ್ರತಿಯೊಬ್ಬರಿಗೂ ತಿಳಿಸುವ ಉದ್ದೇಶ xyxy=(6,88,503,108)
health-box-title: ಆರೋಗ್ಯವೆಂಬ ಭಾಗ್ಯ xyxy=(731,251,917,273)
issue-date: 18 ಜೂನ್ 2025 xyxy=(820,45,898,58)
story1-photo-caption: ರಾಘವೇಂದ್ರ, ಪ್ರವೀಣ, ಪ್ರಧಾನ ಕಾರ್ಯದರ್ಶಿಗಳು, ಮಹಾ ಶಕ್ತಿಕೇಂದ್ರದ ಅಧ್ಯಕ್ಷರು ಮತ್ತು ಪ್ರಧಾನ ಸಂಚಾಲಕರು, ಸಹ ಸಂಚಾಲಕರು, ಕಾರ್ಯದರ್ಶಿಗಳು, ಕಾರ್ಯಕರ್ತರು ಭಾಗವಹಿಸಿದ್ದರು. xyxy=(676,185,938,201)
story4-para: ಅಧ್ಯಕ್ಷರ ನೇತೃತ್ವದಲ್ಲಿ ನಡೆದ ಸಭೆಯಲ್ಲಿ ನಗರದ ಅಭಿವೃದ್ಧಿ ಕಾಮಗಾರಿಗಳ ಬಗ್ಗೆ ಚರ್ಚಿಸಲಾಯಿತು. ಬಜೆಟ್ ಅನುದಾನ ಬಳಕೆ ಕುರಿತು ಪರಿಶೀಲನೆ ನಡೆಸಲಾಯಿತು. xyxy=(450,589,702,605)
story6-headline-line2: ಅರ್ಜಿ ಆಹ್ವಾನ xyxy=(87,1196,139,1209)
logo-text: ಇಂದು ಸಂಜೆ xyxy=(614,36,710,62)
story1-para: ಚಿಂತಾಮಣಿ: ವಿಶ್ವದಲ್ಲಿ ಭಾರತ ಪ್ರಧಾನಿ ಮಂದಿರ ವಿಚಾರದಲ್ಲಿ ಭಾರತ ಮಂಡಲ ಸಮಿತಿಯ ವತಿಯಿಂದ ಇಲ್ಲಿನ ಪ್ರಧಾನಿಯವರ 11 ವರ್ಷದ ನಾಯಕತ್ವದ ಆಡಳಿತವನ್ನು ಪ್ರತಿಯೊಬ್ಬರಿಗೂ ತಿಳಿಸುವ ಕಾರ್ಯಕ್ರಮ ನಡೆಯಿತು. ಬಿಜೆಪಿ ಕಾರ್ಯಕರ್ತರು ವಿಕಸಿತ ಭಾರತದ ಅಮೃತ ಕಾಲ ಕಾರ್ಯಕ್ರಮದ ಪೂರ್ವಭಾವಿ ಸಭೆ ನಡೆಸಿದರು. xyxy=(542,116,670,166)
story4-label-mla: ಶಾಸಕ ಸಿ.ಎನ್.ಬಾಲಕೃಷ್ಣ xyxy=(474,706,546,718)
story8-para: ವ್ಯವಸ್ಥೆ ಕಲ್ಪಿಸಬೇಕು. ಸ್ವಚ್ಛತೆ, ಕುಡಿಯುವ ನೀರು, ವೈದ್ಯಕೀಯ ತಂಡ ಹಾಗೂ ಆಂಬುಲೆನ್ಸ್ ಸೌಲಭ್ಯ ಒದಗಿಸಬೇಕು. ಶಾಲಾ ಕಾಲೇಜು ವಿದ್ಯಾರ್ಥಿಗಳು, ಸರ್ಕಾರಿ ನೌಕರರು, ಸಾರ್ವಜನಿಕರು ಹೆಚ್ಚಿನ ಸಂಖ್ಯೆಯಲ್ಲಿ ಭಾಗವಹಿಸುವಂತೆ ಕ್ರಮ ಕೈಗೊಳ್ಳಬೇಕು. ಆಯುಷ್ ಇಲಾಖೆ ಯೋಗ ತರಬೇತುದಾರರ ವ್ಯವಸ್ಥೆ ಮಾಡಬೇಕು ಎಂದು ಸೂಚಿಸಿದರು. xyxy=(428,1374,582,1416)
story8-tag: ಜಿಲ್ಲಾಧಿಕಾರಿ ಎ.ಬಿ ಬಸವರಾಜು xyxy=(752,1222,938,1240)
story2-para: ಅವಕಾಶ ಮಾಡಿ ಕೊಡಬೇಕು. ಇಲ್ಲವಾದಲ್ಲಿ ನಮ್ಮ ಹೇಳಿ ಮುಖ್ಯಮಂತ್ರಿಗಳ ಗಮನಕ್ಕೆ ತರುತ್ತೇವೆ ಎಂದರು. ನೀರಾವರಿ ಯೋಜನೆಗಳ ಜಾರಿಗೆ ಒತ್ತಾಯ ಮಾಡಲು ಜಿಲ್ಲೆಯ ಎಲ್ಲಾ ರೈತರು ಒಗ್ಗಟ್ಟಾಗಬೇಕು. xyxy=(568,374,698,408)
column-rule xyxy=(246,1172,247,1442)
divider xyxy=(6,1168,936,1170)
story2-para: ಪತ್ರಿಕಾಗೋಷ್ಠಿಯಲ್ಲಿ ರೈತ ಸಂಘದ ಜಿಲ್ಲಾ ಉಪಾಧ್ಯಕ್ಷ ಮುನಿಹನುಮಯ್ಯ, ತಾಲ್ಲೂಕು ಅಧ್ಯಕ್ಷ ನಾರಾಯಣಸ್ವಾಮಿ, ಪ್ರಧಾನ ಕಾರ್ಯದರ್ಶಿ ಸತೀಶ್, ಮುಖಂಡರಾದ ವೆಂಕಟೇಶ್, ಮಂಜುನಾಥ್, ನಾರಾಯಣಪ್ಪ ಉಪಸ್ಥಿತರಿದ್ದರು. xyxy=(568,338,698,372)
story7-body xyxy=(6,1320,242,1440)
story8-headline: ಜೂ.21 ರಂದು 11ನೇ ಅಂತರಾಷ್ಟ್ರೀಯ ಯೋಗ ದಿನಾಚರಣೆ xyxy=(256,1176,661,1200)
story4-mla-body xyxy=(450,722,702,802)
story2-para: "ಮಾಹಿತಿ ಅವಕಾಶ ನೀಡಿ" ನಂದಿಬೆಟ್ಟದಲ್ಲಿ ನಡೆಯುವ ಸಂಪುಟ ಸಭೆಯಲ್ಲಿ ರೈತ ಮುಖಂಡರಿಗೆ ತಮ್ಮ ಅಹವಾಲು ಸಲ್ಲಿಸಲು ಅವಕಾಶ ನೀಡಬೇಕು ಎಂದು ಒತ್ತಾಯಿಸಿದರು. xyxy=(438,338,562,363)
story5-para: ಕನ್ನಡ ಸಂಘಟನೆಗಳು ಹೋರಾಟದ ಜೊತೆಗೆ ರಚನಾತ್ಮಕ ಕಾರ್ಯಗಳಲ್ಲೂ ತೊಡಗಬೇಕು. ರಾಜ್ಯ ವಿಜ್ಞಾನ ತಂತ್ರಜ್ಞಾನ ಅಕಾಡೆಮಿ ಸದಸ್ಯರು ಪಾಲ್ಗೊಂಡಿದ್ದರು. xyxy=(6,1053,174,1070)
story4-para: ಅಹಮದಾಬಾದ್ ವಿಮಾನ ದುರಂತದಲ್ಲಿ ಮೃತಪಟ್ಟವರ ಕುಟುಂಬಗಳಿಗೆ ಪರಿಹಾರ ವಿತರಣೆ ಆರಂಭವಾಗಿದೆ. ಡಿಎನ್‌ಎ ಪರೀಕ್ಷೆ ಮೂಲಕ ಮೃತದೇಹಗಳ ಗುರುತು ಪತ್ತೆ ಕಾರ್ಯ ಮುಂದುವರಿದಿದೆ. xyxy=(450,841,702,857)
health-box-quote: ದಿನನಿತ್ಯ ತಿಂದರಷ್ಟೇ ಆರೋಗ್ಯಕರ ಬಾಳು, ರೋಗಗಳಿಗೆ ಔಷಧಿಯೊಂದೇ ಸಾಲದು, ಒಳ್ಳೆಯ ಜೀವನ ಕ್ರಮವೇ ಉತ್ತಮ ವೈದ್ಯ. ಆರೋಗ್ಯವೇ ನಿಜವಾದ ಸಂಪತ್ತು. xyxy=(725,438,925,458)
email-address: indusanje@gmail.com xyxy=(286,38,420,52)
story4-crash-body xyxy=(450,822,702,958)
story8-bottom-col2 xyxy=(428,1374,582,1440)
story5-para: ತಂತ್ರಜ್ಞಾನದಲ್ಲಿ ಕನ್ನಡ ಬಳಕೆ ಹೆಚ್ಚಾಗಬೇಕು. ಕನ್ನಡ ತಂತ್ರಾಂಶಗಳ ಅಭಿವೃದ್ಧಿಗೆ ಸರ್ಕಾರ ಒತ್ತು ನೀಡಬೇಕು ಎಂದು ಅವರು ಹೇಳಿದರು. xyxy=(442,1025,626,1042)
story7-para: ಬಾಗೇಪಲ್ಲಿ: ಜಿಲ್ಲಾಡಳಿತ, ಜಿಲ್ಲಾ ಪಂಚಾಯಿತಿ, ಆರೋಗ್ಯ ಇಲಾಖೆ, ಜಿಲ್ಲೆಯ ಎಲ್ಲ ರಕ್ತ ಕೇಂದ್ರಗಳು ಸಹಯೋಗದಲ್ಲಿ ಜೂನ್ 20 ರಂದು ನಗರದ ಸರ್ಕಾರಿ ಆಸ್ಪತ್ರೆ ಸಭಾಂಗಣದಲ್ಲಿ ವಿಶ್ವ ರಕ್ತದಾನಿಗಳ ದಿನಾಚರಣೆ ಹಮ್ಮಿಕೊಳ್ಳಲಾಗಿದೆ. ರಕ್ತದಾನ ಮಾಡಿ ಜೀವ ಉಳಿಸಿ ಎಂಬ ಘೋಷವಾಕ್ಯದೊಂದಿಗೆ ಕಾರ್ಯಕ್ರಮ ನಡೆಯಲಿದ್ದು, ಅತಿ ಹೆಚ್ಚು ಬಾರಿ ರಕ್ತದಾನ ಮಾಡಿದವರನ್ನು ಸನ್ಮಾನಿಸಲಾಗುವುದು ಎಂದು ಜಿಲ್ಲಾ ಆರೋಗ್ಯಾಧಿಕಾರಿ ತಿಳಿಸಿದ್ದಾರೆ. xyxy=(6,1356,242,1390)
story4-para: ಭಾರತ ಮತ್ತು ಪಾಕಿಸ್ತಾನದ ನಡುವಿನ ಸಂಘರ್ಷದಲ್ಲಿ ಮೂರನೇ ವ್ಯಕ್ತಿಯ ಮಧ್ಯಸ್ಥಿಕೆ ಇಲ್ಲ ಎಂದು ಪ್ರಧಾನಿ ಮೋದಿ ಸ್ಪಷ್ಟಪಡಿಸಿದ್ದಾರೆ. ಅಮೆರಿಕ ಅಧ್ಯಕ್ಷ ಡೊನಾಲ್ಡ್ ಟ್ರಂಪ್ ಅವರೊಂದಿಗೆ ದೂರವಾಣಿ ಮೂಲಕ ಮಾತನಾಡಿದ ಪ್ರಧಾನಿ, ಆಪರೇಷನ್ ಸಿಂಧೂರ್ ಬಗ್ಗೆ ವಿವರಿಸಿದರು. xyxy=(6,598,196,623)
story1-col4 xyxy=(408,116,536,228)
story8-bottom-col3 xyxy=(590,1374,746,1440)
story2-col4 xyxy=(438,302,562,560)
story8-col1 xyxy=(252,1220,420,1370)
story8-para: ಭಾಗವಹಿಸುವ ಎಲ್ಲ ಇಲಾಖೆಗಳ ಅಧಿಕಾರಿಗಳು ಜವಾಬ್ದಾರಿಯಿಂದ ಕಾರ್ಯನಿರ್ವಹಿಸಬೇಕು. ಯೋಗ ದಿನಾಚರಣೆ ದಿನದಂದು ಎಲ್ಲರೂ ಬಿಳಿ ವಸ್ತ್ರ ಧರಿಸಿ ಬರಬೇಕು. ತಾಲ್ಲೂಕು ಮಟ್ಟದಲ್ಲೂ ಅಧಿಕಾರಿಗಳು ಯೋಗ ದಿನಾಚರಣೆ ಆಯೋಜಿಸಬೇಕು. ಸಭೆಯಲ್ಲಿ ಜಿಲ್ಲಾ ಪಂಚಾಯಿತಿ ಮುಖ್ಯ ಕಾರ್ಯನಿರ್ವಾಹಕ ಅಧಿಕಾರಿ, ಹೆಚ್ಚುವರಿ ಜಿಲ್ಲಾಧಿಕಾರಿ, ಜಿಲ್ಲಾ ಆಯುಷ್ ಅಧಿಕಾರಿ ಸೇರಿದಂತೆ ವಿವಿಧ ಇಲಾಖೆಗಳ ಅಧಿಕಾರಿಗಳು ಉಪಸ್ಥಿತರಿದ್ದರು. xyxy=(752,1288,938,1331)
story2-para: ಎತ್ತಿನಹೊಳೆ ಯೋಜನೆ ಕಾಮಗಾರಿ ಶೀಘ್ರ ಪೂರ್ಣಗೊಳಿಸಬೇಕು, ಎಚ್.ಎನ್.ವ್ಯಾಲಿ ಮತ್ತು ಕೆ.ಸಿ.ವ್ಯಾಲಿ ನೀರನ್ನು ಮೂರನೇ ಹಂತದಲ್ಲಿ ಶುದ್ಧೀಕರಿಸಿ ಕೆರೆಗಳಿಗೆ ಹರಿಸಬೇಕು. ಹಾಲು ಉತ್ಪಾದಕರಿಗೆ ಪ್ರೋತ್ಸಾಹ ಧನ ಹೆಚ್ಚಿಸಬೇಕು ಎಂದು ಆಗ್ರಹಿಸಿದರು. xyxy=(6,357,182,382)
story4-para: 1999ರಿಂದ 2013 ರವರೆಗೆ ಸತತ ಶಾಸಕರಾಗಿ ಆಯ್ಕೆಯಾಗಿದ್ದರು. ಕ್ಷೇತ್ರದ ಅಭಿವೃದ್ಧಿಗೆ ಹಲವು ಯೋಜನೆಗಳನ್ನು ರೂಪಿಸಿದ್ದರು. ಜನರೊಂದಿಗಿನ ನಿಕಟ ಸಂಪರ್ಕ ಅವರ ಯಶಸ್ಸಿನ ಗುಟ್ಟು. xyxy=(450,741,702,757)
story1-col5 xyxy=(542,116,670,228)
story3-headline-line2: ಜೀವಂತ: ಉಷಾ ಗಂಗಾಧರ್ xyxy=(730,490,852,506)
story2-col1 xyxy=(6,302,182,560)
story3-headline xyxy=(708,466,940,510)
story2-para: ಅವಕಾಶ ಮಾಡಿ ಕೊಡಬೇಕು. ಇಲ್ಲವಾದಲ್ಲಿ ನಮ್ಮ ಹೇಳಿ ಮುಖ್ಯಮಂತ್ರಿಗಳ ಗಮನಕ್ಕೆ ತರುತ್ತೇವೆ ಎಂದರು. ನೀರಾವರಿ ಯೋಜನೆಗಳ ಜಾರಿಗೆ ಒತ್ತಾಯ ಮಾಡಲು ಜಿಲ್ಲೆಯ ಎಲ್ಲಾ ರೈತರು ಒಗ್ಗಟ್ಟಾಗಬೇಕು. xyxy=(568,302,698,335)
story8-para: ಚಿಕ್ಕಬಳ್ಳಾಪುರ (ಜಿಲ್ಲಾ ವರದಿ): ಜಿಲ್ಲಾ ಮಟ್ಟದ 11ನೇ ಅಂತರಾಷ್ಟ್ರೀಯ ಯೋಗ ದಿನಾಚರಣೆಯನ್ನು ಜೂನ್ 21 ರಂದು ಬೆಳಿಗ್ಗೆ ನಗರದ ಸರ್ ಎಂ.ವಿಶ್ವೇಶ್ವರಯ್ಯ ಜಿಲ್ಲಾ ಕ್ರೀಡಾಂಗಣದಲ್ಲಿ ಅರ್ಥಪೂರ್ಣವಾಗಿ ಆಚರಿಸಲು ಸಕಲ ಸಿದ್ಧತೆ ಮಾಡಿಕೊಳ್ಳಬೇಕು ಎಂದು ಜಿಲ್ಲಾಧಿಕಾರಿ ಸೂಚಿಸಿದರು. ಜಿಲ್ಲಾಡಳಿತ ಭವನದ ಸಭಾಂಗಣದಲ್ಲಿ ನಡೆದ ಪೂರ್ವಭಾವಿ ಸಭೆಯಲ್ಲಿ ಮಾತನಾಡಿ, 'ಒಂದು ಭೂಮಿ ಒಂದು ಆರೋಗ್ಯಕ್ಕಾಗಿ ಯೋಗ' ಎಂಬ ಧ್ಯೇಯವಾಕ್ಯದೊಂದಿಗೆ ಈ ಬಾರಿ ಆಚರಿಸಲಾಗುತ್ತಿದೆ. ಬೆಳಿಗ್ಗೆ 7:00 ರಿಂದ 7:45 ರವರೆಗೆ ಸಾಮೂಹಿಕ ಯೋಗ ಪ್ರದರ್ಶನ ನಡೆಯಲಿದೆ ಎಂದರು. xyxy=(252,1374,420,1433)
story5-photo-caption: ನಿರ್ದೇಶಕ ಹುಲಿಕಲ್ ನಟರಾಜ್ ಅವರು ಭಾಗವಹಿಸಿದ್ದರು. ಕಾರ್ಯಕ್ರಮದಲ್ಲಿ ವೇದಿಕೆ ಪದಾಧಿಕಾರಿಗಳು ಉಪಸ್ಥಿತರಿದ್ದರು. xyxy=(180,1126,412,1133)
